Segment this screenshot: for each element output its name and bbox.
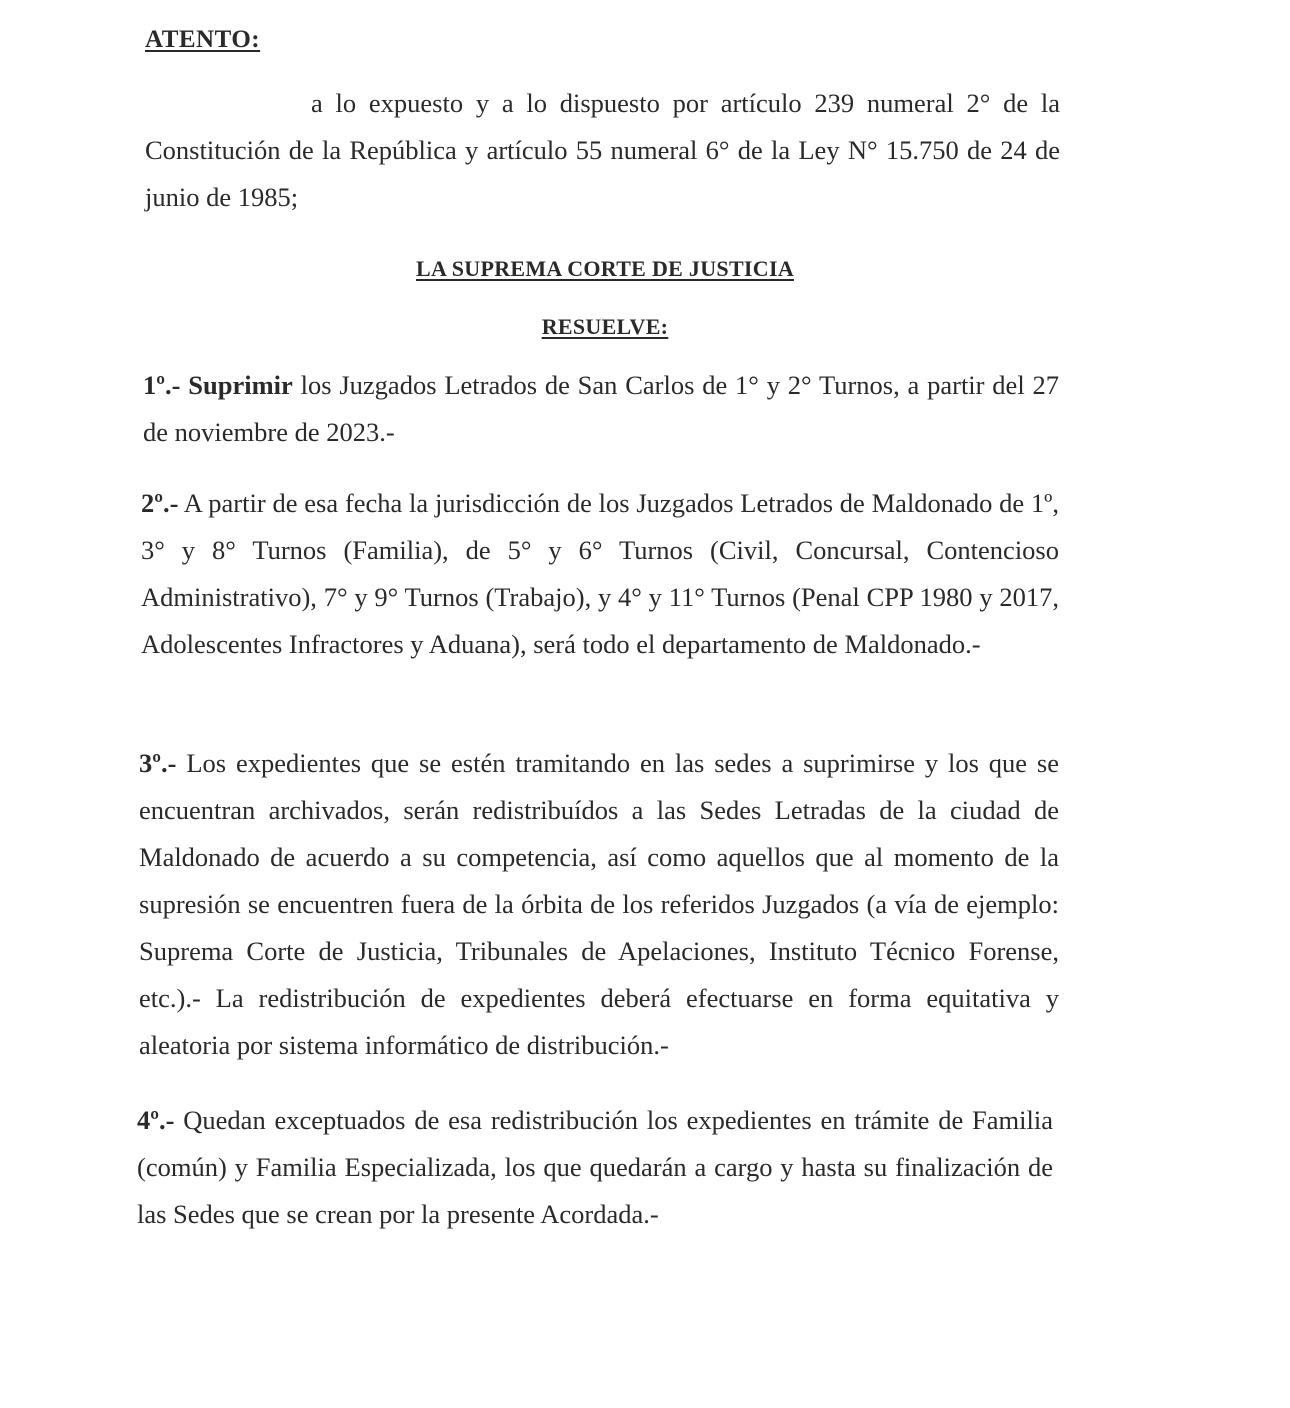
item-text: A partir de esa fecha la jurisdicción de los Juzgados Letrados de Maldonado de 1º, 3° y 8° Turnos (Familia), de 5° y 6° Turnos (Civil, Concursal, Contencioso Administrativo), 7° y 9° Turnos (Trabajo), y 4° y 11° Turnos (Penal CPP 1980 y 2017, Adolescentes Infractores y Aduana), será todo el departamento de Maldonado.- xyxy=(141,488,1059,659)
item-keyword: Suprimir xyxy=(188,370,293,400)
item-number: 3º.- xyxy=(139,748,177,778)
item-text: Quedan exceptuados de esa redistribución los expedientes en trámite de Familia (común) y Familia Especializada, los que quedarán a cargo y hasta su finalización de las Sedes que se crean por la presente Acordada.- xyxy=(137,1105,1053,1229)
intro-paragraph: a lo expuesto y a lo dispuesto por artículo 239 numeral 2° de la Constitución de la República y artículo 55 numeral 6° de la Ley N° 15.750 de 24 de junio de 1985; xyxy=(145,88,1060,212)
resolution-item-4 xyxy=(137,1097,1053,1238)
item-text: Los expedientes que se estén tramitando en las sedes a suprimirse y los que se encuentran archivados, serán redistribuídos a las Sedes Letradas de la ciudad de Maldonado de acuerdo a su competencia, así como aquellos que al momento de la supresión se encuentren fuera de la órbita de los referidos Juzgados (a vía de ejemplo: Suprema Corte de Justicia, Tribunales de Apelaciones, Instituto Técnico Forense, etc.).- La redistribución de expedientes deberá efectuarse en forma equitativa y aleatoria por sistema informático de distribución.- xyxy=(139,748,1059,1060)
item-number: 4º.- xyxy=(137,1105,175,1135)
resolution-item-2 xyxy=(141,480,1059,668)
item-number: 2º.- xyxy=(141,488,179,518)
item-text: los Juzgados Letrados de San Carlos de 1° y 2° Turnos, a partir del 27 de noviembre de 2023.- xyxy=(143,370,1059,447)
item-number: 1º.- xyxy=(143,370,181,400)
resolution-item-1 xyxy=(143,362,1059,456)
corte-heading: LA SUPREMA CORTE DE JUSTICIA xyxy=(415,256,795,281)
resolution-item-3 xyxy=(139,740,1059,1069)
resuelve-heading: RESUELVE: xyxy=(541,314,669,339)
atento-heading: ATENTO: xyxy=(145,26,261,53)
